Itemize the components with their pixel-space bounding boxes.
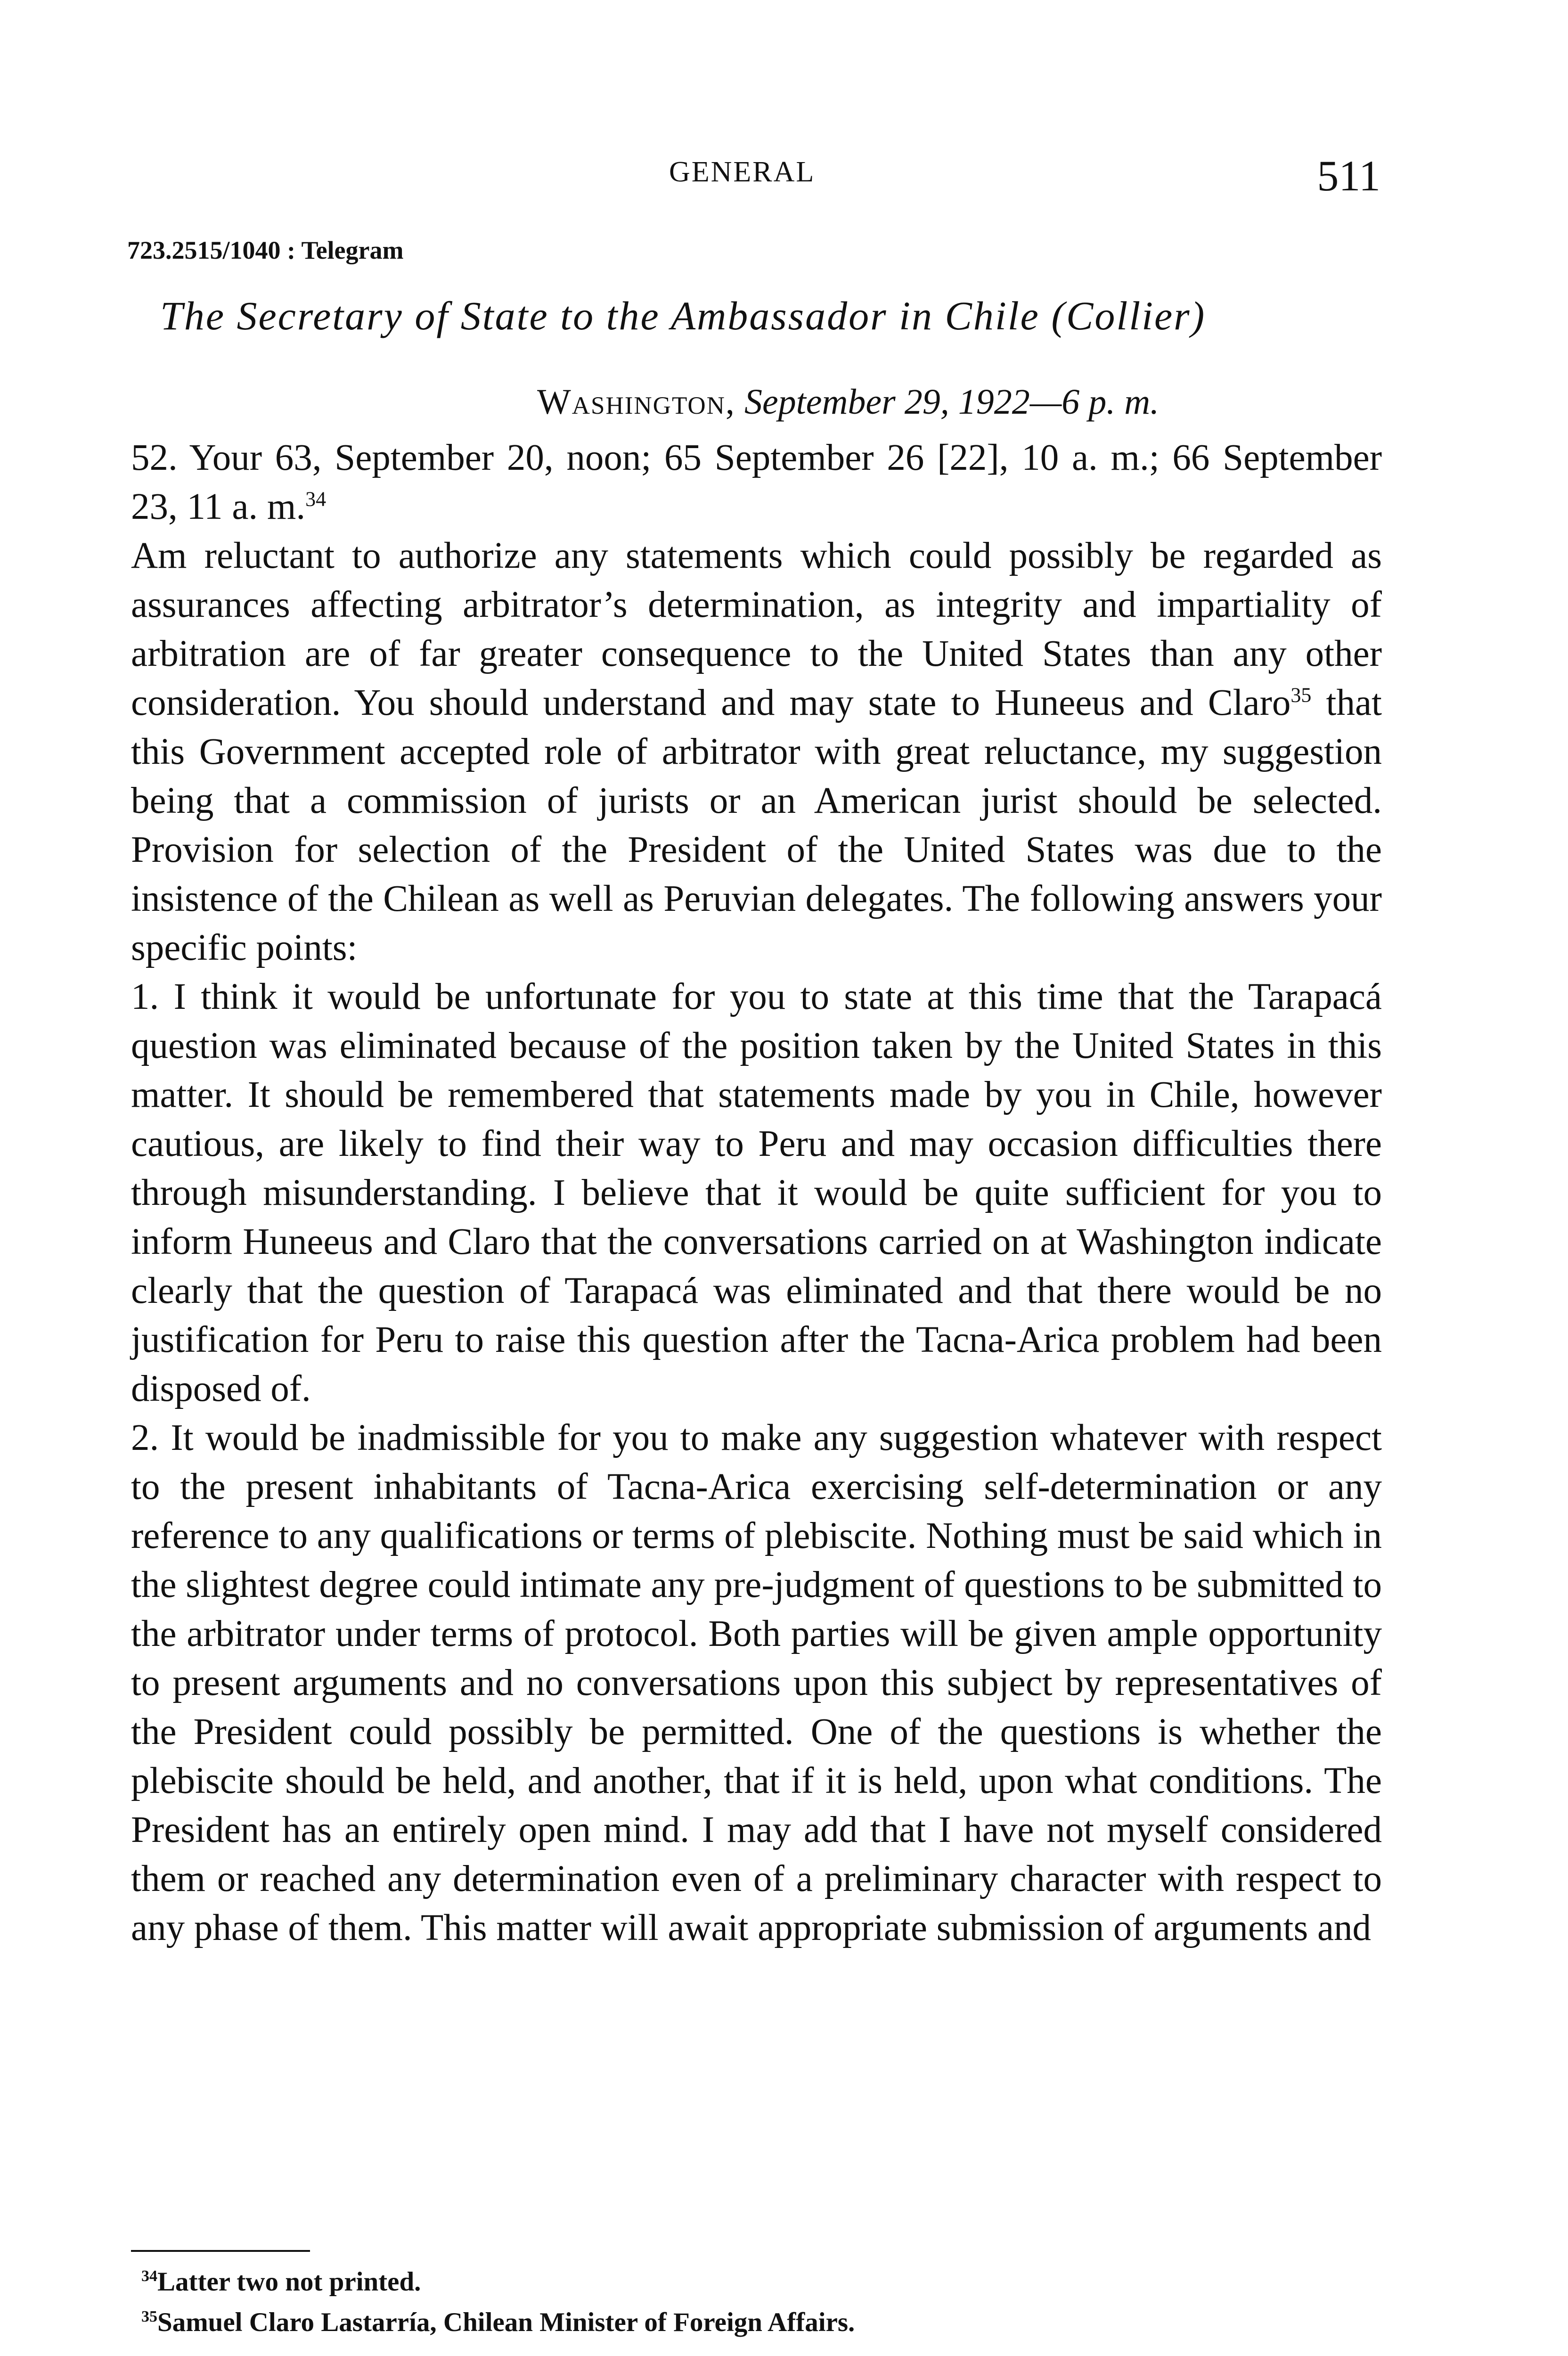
footnote-text: Latter two not printed. <box>157 2267 421 2297</box>
paragraph-main-part-1: Am reluctant to authorize any statements which could possibly be regarded as assurances affecting arbitrator’s determination, as integrity and impartiality of arbitration are of far greater consequence to the United States than any other consideration. You should understand and may state to Huneeus and Claro <box>131 535 1382 723</box>
dateline-date: September 29, 1922—6 p. m. <box>744 382 1160 422</box>
document-heading: The Secretary of State to the Ambassador in Chile (Collier) <box>160 293 1206 338</box>
footnote-ref: 34 <box>305 487 327 511</box>
document-id: 723.2515/1040 : Telegram <box>127 236 404 264</box>
paragraph-references-text: 52. Your 63, September 20, noon; 65 September 26 [22], 10 a. m.; 66 September 23, 11 a. m. <box>131 437 1382 527</box>
footnote-mark: 35 <box>141 2308 157 2325</box>
footnote-item <box>141 2302 1366 2343</box>
running-head-title: GENERAL <box>669 156 816 188</box>
paragraph-references <box>131 434 1382 532</box>
running-head <box>132 151 1380 203</box>
paragraph-point-2: 2. It would be inadmissible for you to make any suggestion whatever with respect to the present inhabitants of Tacna-Arica exercising self-determination or any reference to any qualifications or terms of plebiscite. Nothing must be said which in the slightest degree could intimate any pre-judgment of questions to be submitted to the arbitrator under terms of protocol. Both parties will be given ample opportunity to present arguments and no conversations upon this subject by representatives of the President could possibly be permitted. One of the questions is whether the plebiscite should be held, and another, that if it is held, upon what conditions. The President has an entirely open mind. I may add that I have not myself considered them or reached any determination even of a preliminary character with respect to any phase of them. This matter will await appropriate submission of arguments and <box>131 1417 1382 1948</box>
dateline <box>537 382 1159 423</box>
footnote-divider <box>131 2250 310 2252</box>
paragraph-main-part-2: that this Government accepted role of arbitrator with great reluctance, my suggestion being that a commission of jurists or an American jurist should be selected. Provision for selection of the President of the United States was due to the insistence of the Chilean as well as Peruvian delegates. The following answers your specific points: <box>131 682 1382 968</box>
footnotes <box>141 2262 1366 2343</box>
footnote-item <box>141 2262 1366 2302</box>
footnote-mark: 34 <box>141 2267 157 2285</box>
page-number: 511 <box>1317 152 1380 200</box>
footnote-text: Samuel Claro Lastarría, Chilean Minister of Foreign Affairs. <box>157 2307 855 2337</box>
footnote-ref: 35 <box>1290 683 1312 707</box>
paragraph-main <box>131 532 1382 973</box>
paragraph-point-1: 1. I think it would be unfortunate for you to state at this time that the Tarapacá question was eliminated because of the position taken by the United States in this matter. It should be remembered that statements made by you in Chile, however cautious, are likely to find their way to Peru and may occasion difficulties there through misunderstanding. I believe that it would be quite sufficient for you to inform Huneeus and Claro that the conversations carried on at Washington indicate clearly that the question of Tarapacá was eliminated and that there would be no justification for Peru to raise this question after the Tacna-Arica problem had been disposed of. <box>131 976 1382 1409</box>
dateline-place: Washington, <box>537 382 735 422</box>
document-body <box>131 434 1382 1953</box>
